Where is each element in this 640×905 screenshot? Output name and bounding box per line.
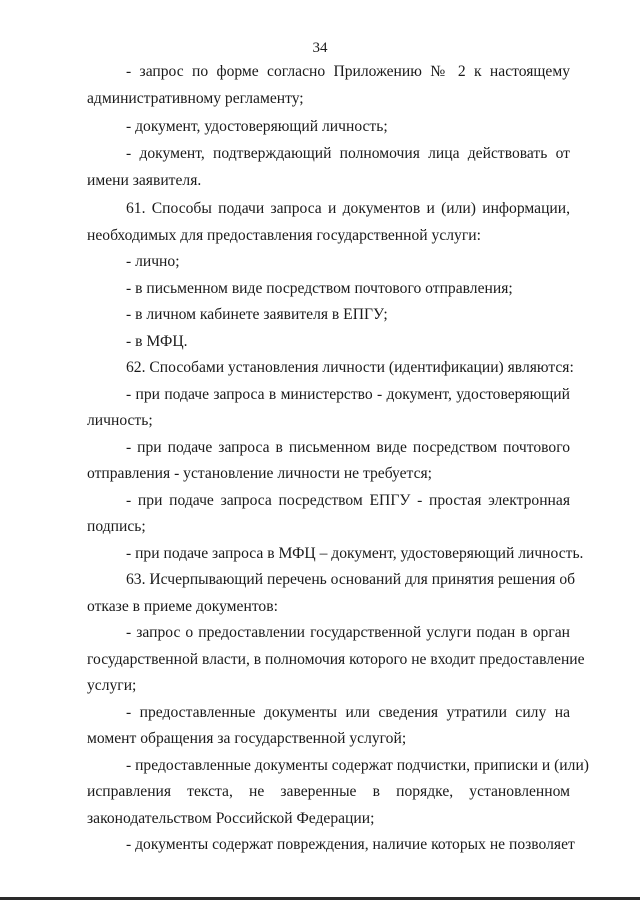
text-line: 63. Исчерпывающий перечень оснований для принятия решения об (126, 571, 576, 588)
text-line: - лично; (126, 253, 180, 270)
text-line: - в письменном виде посредством почтового отправления; (126, 280, 513, 297)
text-line: личность; (87, 412, 153, 429)
text-line: услуги; (87, 677, 137, 694)
page-number: 34 (312, 40, 328, 56)
text-line: административному регламенту; (87, 90, 304, 107)
text-line: - в личном кабинете заявителя в ЕПГУ; (126, 306, 388, 323)
text-line: имени заявителя. (87, 172, 202, 189)
text-line: государственной власти, в полномочия которого не входит предоставление (87, 651, 585, 668)
text-line: - предоставленные документы содержат подчистки, приписки и (или) (126, 757, 589, 774)
text-line: - в МФЦ. (126, 333, 188, 350)
text-line: отправления - установление личности не требуется; (87, 465, 432, 482)
text-line: - запрос о предоставлении государственной услуги подан в орган (126, 624, 570, 641)
text-line: 61. Способы подачи запроса и документов и (или) информации, (126, 200, 570, 217)
text-line: подпись; (87, 518, 146, 535)
text-line: - при подаче запроса в письменном виде посредством почтового (126, 439, 570, 456)
text-line: отказе в приеме документов: (87, 598, 278, 615)
bottom-rule (0, 897, 640, 900)
text-line: исправления текста, не заверенные в порядке, установленном (87, 783, 570, 800)
text-line: необходимых для предоставления государственной услуги: (87, 227, 481, 244)
text-line: момент обращения за государственной услугой; (87, 730, 407, 747)
text-line: - документ, удостоверяющий личность; (126, 118, 388, 135)
text-line: - при подаче запроса в МФЦ – документ, удостоверяющий личность. (126, 545, 584, 562)
text-line: законодательством Российской Федерации; (87, 810, 375, 827)
text-line: 62. Способами установления личности (идентификации) являются: (126, 359, 574, 376)
text-line: - документы содержат повреждения, наличие которых не позволяет (126, 836, 575, 853)
text-line: - запрос по форме согласно Приложению № 2 к настоящему (126, 63, 570, 80)
text-line: - предоставленные документы или сведения утратили силу на (126, 704, 570, 721)
text-line: - документ, подтверждающий полномочия лица действовать от (126, 145, 570, 162)
text-line: - при подаче запроса в министерство - документ, удостоверяющий (126, 386, 570, 403)
text-line: - при подаче запроса посредством ЕПГУ - простая электронная (126, 492, 570, 509)
